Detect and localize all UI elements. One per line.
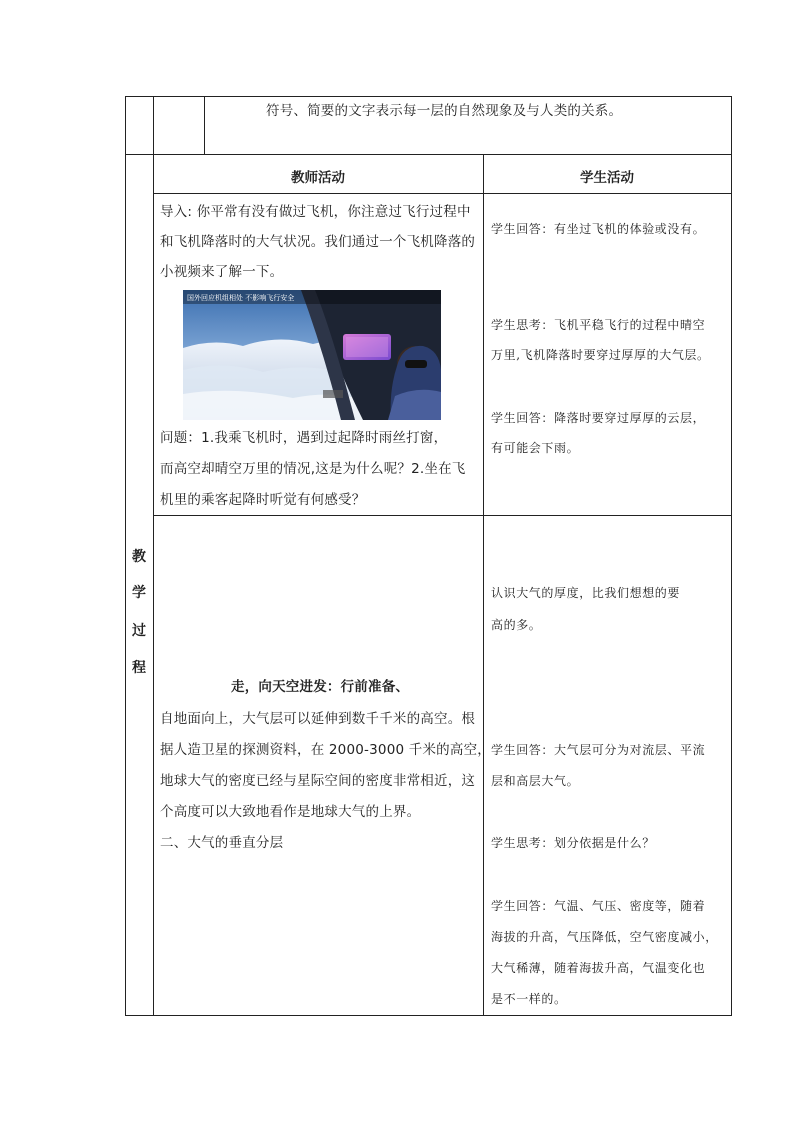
table-bottom-border (125, 1015, 732, 1016)
student-thought-1-line-2: 万里,飞机降落时要穿过厚厚的大气层。 (491, 348, 710, 362)
student-answer-3-line-2: 层和高层大气。 (491, 774, 580, 788)
student-answer-4-line-1: 学生回答：气温、气压、密度等，随着 (491, 899, 706, 913)
side-label-char-1: 教 (132, 549, 146, 565)
student-answer-4-line-3: 大气稀薄，随着海拔升高，气温变化也 (491, 961, 706, 975)
section-title-vertical-layers: 二、大气的垂直分层 (160, 835, 284, 851)
cockpit-image (183, 290, 441, 420)
student-answer-4-line-4: 是不一样的。 (491, 992, 567, 1006)
body-line-3: 地球大气的密度已经与星际空间的密度非常相近，这 (160, 773, 476, 789)
student-thought-1-line-1: 学生思考：飞机平稳飞行的过程中晴空 (491, 318, 706, 332)
table-right-border (731, 96, 732, 1016)
body-line-4: 个高度可以大致地看作是地球大气的上界。 (160, 804, 421, 820)
side-label-char-2: 学 (132, 585, 146, 601)
student-answer-3-line-1: 学生回答：大气层可分为对流层、平流 (491, 743, 706, 757)
intro-line-2: 和飞机降落时的大气状况。我们通过一个飞机降落的 (160, 234, 476, 250)
question-line-2: 而高空却晴空万里的情况,这是为什么呢？2.坐在飞 (160, 461, 466, 477)
center-column-divider (483, 154, 484, 1016)
student-answer-1: 学生回答：有坐过飞机的体验或没有。 (491, 222, 706, 236)
intro-line-3: 小视频来了解一下。 (160, 264, 284, 280)
top-row-inner-divider (204, 96, 205, 154)
side-label-char-3: 过 (132, 623, 146, 639)
top-row-text: 符号、简要的文字表示每一层的自然现象及与人类的关系。 (266, 103, 623, 119)
section-heading: 走，向天空进发：行前准备、 (231, 679, 410, 695)
body-line-2: 据人造卫星的探测资料，在 2000-3000 千米的高空， (160, 742, 491, 758)
row-divider-2 (153, 515, 732, 516)
question-line-3: 机里的乘客起降时听觉有何感受？ (160, 492, 366, 508)
student-answer-2-line-2: 有可能会下雨。 (491, 441, 580, 455)
header-bottom-border (153, 193, 732, 194)
student-thought-2: 学生思考：划分依据是什么？ (491, 836, 655, 850)
video-caption: 国外回应机组相处 不影响飞行安全 (187, 294, 295, 302)
airplane-cockpit-video-still[interactable] (183, 290, 441, 420)
row-divider-1 (125, 154, 732, 155)
student-answer-4-line-2: 海拔的升高，气压降低，空气密度减小， (491, 930, 718, 944)
table-left-border (125, 96, 126, 1016)
teacher-activity-header: 教师活动 (291, 170, 345, 186)
student-understand-line-1: 认识大气的厚度，比我们想想的要 (491, 586, 681, 600)
side-column-divider (153, 96, 154, 1016)
student-understand-line-2: 高的多。 (491, 618, 542, 632)
student-activity-header: 学生活动 (580, 170, 634, 186)
side-label-char-4: 程 (132, 660, 146, 676)
question-line-1: 问题：1.我乘飞机时，遇到过起降时雨丝打窗， (160, 430, 448, 446)
body-line-1: 自地面向上，大气层可以延伸到数千千米的高空。根 (160, 711, 476, 727)
intro-line-1: 导入: 你平常有没有做过飞机，你注意过飞行过程中 (160, 204, 471, 220)
student-answer-2-line-1: 学生回答：降落时要穿过厚厚的云层， (491, 411, 706, 425)
